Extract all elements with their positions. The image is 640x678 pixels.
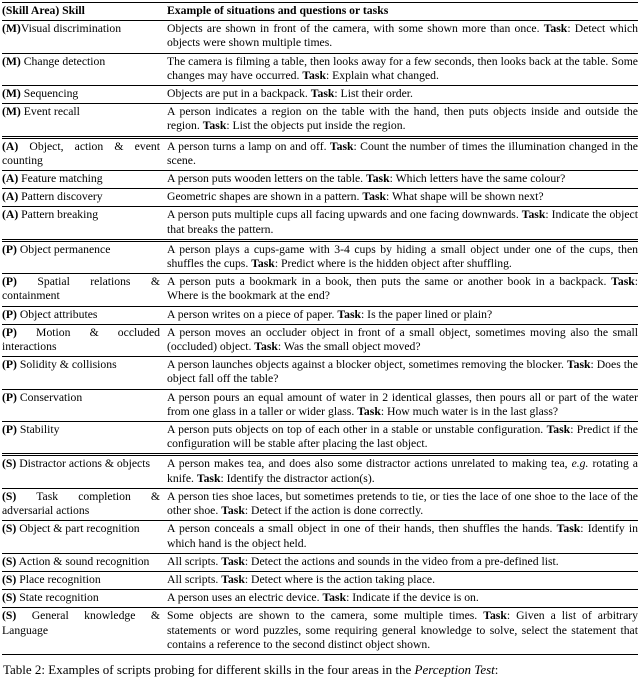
skill-area-tag: (M): [2, 22, 21, 36]
example-cell: [167, 590, 638, 607]
skill-cell: [2, 242, 167, 273]
table-row: [2, 589, 638, 607]
skill-area-tag: (P): [2, 307, 17, 321]
table-row: [2, 324, 638, 356]
skill-cell: [2, 357, 167, 388]
situation-text: All scripts.: [167, 554, 222, 568]
skill-cell: [2, 325, 167, 356]
skill-area-tag: (S): [2, 554, 17, 568]
task-label: Task: [221, 572, 245, 586]
situation-text: All scripts.: [167, 572, 222, 586]
skill-name: Pattern discovery: [18, 190, 103, 204]
skill-name: Object, action & event counting: [2, 139, 160, 167]
skill-name: Object & part recognition: [16, 522, 140, 536]
example-cell: [167, 554, 638, 571]
task-text: : Predict where is the hidden object after shuffling.: [274, 257, 512, 271]
skill-area-tag: (A): [2, 172, 19, 186]
skill-name: Stability: [16, 423, 60, 437]
skill-area-tag: (P): [2, 423, 17, 437]
skill-cell: [2, 274, 167, 305]
skill-cell: [2, 307, 167, 324]
table-row: [2, 273, 638, 305]
skill-cell: [2, 554, 167, 571]
skill-name: State recognition: [16, 591, 99, 605]
task-label: Task: [310, 87, 335, 101]
skill-name: Motion & occluded interactions: [2, 325, 160, 354]
skill-name: Distractor actions & objects: [16, 457, 151, 471]
header-skill-column: (Skill Area) Skill: [2, 4, 85, 17]
situation-text: Some objects are shown to the camera, some multiple times.: [167, 609, 484, 623]
skill-cell: [2, 422, 167, 453]
task-label: Task: [302, 68, 326, 82]
task-label: Task: [221, 554, 245, 568]
task-label: Task: [357, 404, 381, 418]
skill-area-tag: (P): [2, 390, 17, 404]
skill-area-tag: (M): [2, 87, 21, 101]
skill-name: Place recognition: [16, 572, 101, 586]
example-cell: [167, 54, 638, 85]
skill-cell: [2, 521, 167, 552]
task-label: Task: [365, 172, 390, 186]
task-label: Task: [202, 119, 227, 133]
table-body: [2, 20, 638, 654]
task-label: Task: [611, 275, 635, 289]
skill-area-tag: (P): [2, 275, 17, 289]
skill-area-tag: (M): [2, 105, 21, 119]
task-text: : Detect if the action is done correctly.: [244, 504, 424, 518]
skill-area-tag: (P): [2, 325, 17, 339]
situation-text: A person plays a cups-game with 3-4 cups by hiding a small object under one of the cups, then shuffles the cups.: [167, 242, 638, 271]
table-row: [2, 188, 638, 206]
example-cell: [167, 189, 638, 206]
task-label: Task: [543, 22, 568, 36]
skill-cell: [2, 21, 167, 52]
skill-cell: [2, 171, 167, 188]
task-text: : Count the number of times the illumination changed in the scene.: [167, 139, 638, 167]
task-text: : Detect which objects were shown multiple times.: [167, 22, 638, 50]
situation-text-cont: rotating a knife.: [167, 457, 638, 485]
task-text: : Indicate the object that breaks the pattern.: [167, 208, 638, 236]
situation-text: A person puts wooden letters on the table.: [167, 172, 366, 186]
example-cell: [167, 21, 638, 52]
skill-cell: [2, 572, 167, 589]
table-row: [2, 53, 638, 85]
situation-text: A person indicates a region on the table with the hand, then puts objects inside and outside the region.: [167, 105, 638, 133]
skill-name: Spatial relations & containment: [2, 275, 160, 303]
situation-text: A person puts multiple cups all facing upwards and one facing downwards.: [167, 208, 522, 222]
task-label: Task: [566, 358, 591, 372]
example-cell: [167, 171, 638, 188]
task-text: : Explain what changed.: [325, 68, 439, 82]
example-cell: [167, 242, 638, 273]
task-text: : How much water is in the last glass?: [380, 404, 559, 418]
situation-text: The camera is filming a table, then looks away for a few seconds, then looks back at the table. Some changes may have occurred.: [167, 54, 638, 82]
skill-cell: [2, 608, 167, 654]
table-row: [2, 103, 638, 135]
skill-cell: [2, 456, 167, 487]
task-label: Task: [196, 471, 221, 485]
skill-cell: [2, 590, 167, 607]
skill-cell: [2, 86, 167, 103]
skill-area-tag: (M): [2, 54, 21, 68]
task-text: : Predict if the configuration will be stable after placing the last object.: [167, 423, 638, 451]
example-cell: [167, 274, 638, 305]
table-row: [2, 356, 638, 388]
task-label: Task: [556, 522, 581, 536]
skill-cell: [2, 207, 167, 238]
situation-text: A person writes on a piece of paper.: [167, 307, 338, 321]
task-text: : Where is the bookmark at the end?: [167, 275, 638, 303]
task-text: : What shape will be shown next?: [386, 190, 544, 204]
situation-text: A person pours an equal amount of water in 2 identical glasses, then pours all or part of the water from one glass in a taller or wider glass.: [167, 390, 638, 418]
skill-area-tag: (S): [2, 591, 17, 605]
example-cell: [167, 207, 638, 238]
skill-area-tag: (S): [2, 489, 17, 503]
skill-area-tag: (A): [2, 208, 19, 222]
skill-cell: [2, 139, 167, 170]
skill-name: General knowledge & Language: [2, 609, 160, 637]
skill-name: Visual discrimination: [20, 22, 122, 36]
situation-text: Objects are shown in front of the camera, with some shown more than once.: [167, 22, 544, 36]
task-text: : Is the paper lined or plain?: [361, 307, 493, 321]
table-row: [2, 553, 638, 571]
skill-name: Conservation: [16, 390, 83, 404]
situation-text: A person uses an electric device.: [167, 591, 323, 605]
example-cell: [167, 104, 638, 135]
situation-text: A person moves an occluder object in front of a small object, sometimes moving also the small (occluded) object.: [167, 325, 638, 354]
skill-cell: [2, 189, 167, 206]
skill-area-tag: (S): [2, 457, 17, 471]
skill-name: Event recall: [20, 105, 80, 119]
example-cell: [167, 139, 638, 170]
task-text: : Identify the distractor action(s).: [220, 471, 375, 485]
table-row: [2, 453, 638, 487]
example-cell: [167, 572, 638, 589]
task-text: : List the objects put inside the region.: [226, 119, 406, 133]
situation-text: A person puts objects on top of each other in a stable or unstable configuration.: [167, 423, 547, 437]
table-row: [2, 571, 638, 589]
skill-name: Action & sound recognition: [16, 554, 150, 568]
example-cell: [167, 307, 638, 324]
table-header-row: [2, 3, 638, 20]
example-cell: [167, 390, 638, 421]
situation-text: A person ties shoe laces, but sometimes pretends to tie, or ties the lace of one shoe to the lace of the other shoe.: [167, 489, 638, 518]
table-row: [2, 389, 638, 421]
task-label: Task: [483, 609, 507, 623]
caption-benchmark-name: Perception Test: [414, 661, 495, 677]
situation-text: A person turns a lamp on and off.: [167, 139, 330, 153]
skill-area-tag: (A): [2, 190, 19, 204]
header-example-column: Example of situations and questions or tasks: [167, 4, 389, 17]
task-text: : List their order.: [334, 87, 413, 101]
task-text: : Indicate if the device is on.: [346, 591, 479, 605]
skill-cell: [2, 489, 167, 520]
task-label: Task: [329, 139, 354, 153]
skill-cell: [2, 104, 167, 135]
situation-text: A person launches objects against a blocker object, sometimes removing the blocker.: [167, 358, 567, 372]
table-row: [2, 85, 638, 103]
situation-text: Geometric shapes are shown in a pattern.: [167, 190, 363, 204]
task-label: Task: [337, 307, 362, 321]
task-label: Task: [521, 208, 546, 222]
situation-text: Objects are put in a backpack.: [167, 87, 311, 101]
skill-name: Solidity & collisions: [16, 358, 117, 372]
skill-area-tag: (S): [2, 609, 17, 623]
task-label: Task: [221, 504, 245, 518]
skill-cell: [2, 390, 167, 421]
caption-suffix: :: [494, 661, 499, 677]
skill-area-tag: (S): [2, 522, 17, 536]
table-row: [2, 20, 638, 52]
table-row: [2, 520, 638, 552]
example-cell: [167, 521, 638, 552]
example-cell: [167, 86, 638, 103]
task-text: : Was the small object moved?: [277, 340, 421, 354]
skill-name: Sequencing: [20, 87, 79, 101]
example-cell: [167, 422, 638, 453]
task-text: : Detect the actions and sounds in the video from a pre-defined list.: [244, 554, 559, 568]
example-cell: [167, 325, 638, 356]
caption-label: Table 2:: [3, 661, 49, 677]
skill-name: Change detection: [20, 54, 106, 68]
task-text: : Does the object fall off the table?: [167, 358, 638, 386]
skills-table: [2, 2, 638, 655]
example-cell: [167, 357, 638, 388]
skill-area-tag: (P): [2, 358, 17, 372]
task-text: : Given a list of arbitrary statements or word puzzles, some requiring general knowledge to solve, select the statement that contains a reference to the second distinct object shown.: [167, 609, 639, 651]
table-row: [2, 421, 638, 453]
skill-name: Object permanence: [16, 242, 111, 256]
skill-name: Task completion & adversarial actions: [2, 489, 160, 518]
table-caption: [2, 662, 638, 678]
situation-emphasis: e.g.: [571, 457, 589, 471]
skill-name: Feature matching: [18, 172, 103, 186]
example-cell: [167, 456, 638, 487]
skill-name: Object attributes: [16, 307, 98, 321]
table-row: [2, 488, 638, 520]
task-text: : Identify in which hand is the object held.: [167, 522, 638, 550]
task-text: : Which letters have the same colour?: [389, 172, 566, 186]
situation-text: A person conceals a small object in one of their hands, then shuffles the hands.: [167, 522, 557, 536]
table-row: [2, 206, 638, 238]
table-row: [2, 170, 638, 188]
skill-area-tag: (A): [2, 139, 19, 153]
situation-text: A person makes tea, and does also some distractor actions unrelated to making tea,: [167, 457, 572, 471]
example-cell: [167, 489, 638, 520]
skill-cell: [2, 54, 167, 85]
task-label: Task: [546, 423, 571, 437]
skill-area-tag: (S): [2, 572, 17, 586]
task-label: Task: [322, 591, 347, 605]
caption-text: Examples of scripts probing for different skills in the four areas in the: [48, 661, 415, 677]
table-row: [2, 136, 638, 170]
task-label: Task: [251, 257, 275, 271]
task-text: : Detect where is the action taking place.: [244, 572, 436, 586]
table-row: [2, 239, 638, 273]
example-cell: [167, 608, 638, 654]
situation-text: A person puts a bookmark in a book, then puts the same or another book in a backpack.: [167, 275, 612, 289]
skill-area-tag: (P): [2, 242, 17, 256]
table-row: [2, 306, 638, 324]
task-label: Task: [362, 190, 386, 204]
skill-name: Pattern breaking: [18, 208, 99, 222]
task-label: Task: [254, 340, 278, 354]
table-row: [2, 607, 638, 654]
